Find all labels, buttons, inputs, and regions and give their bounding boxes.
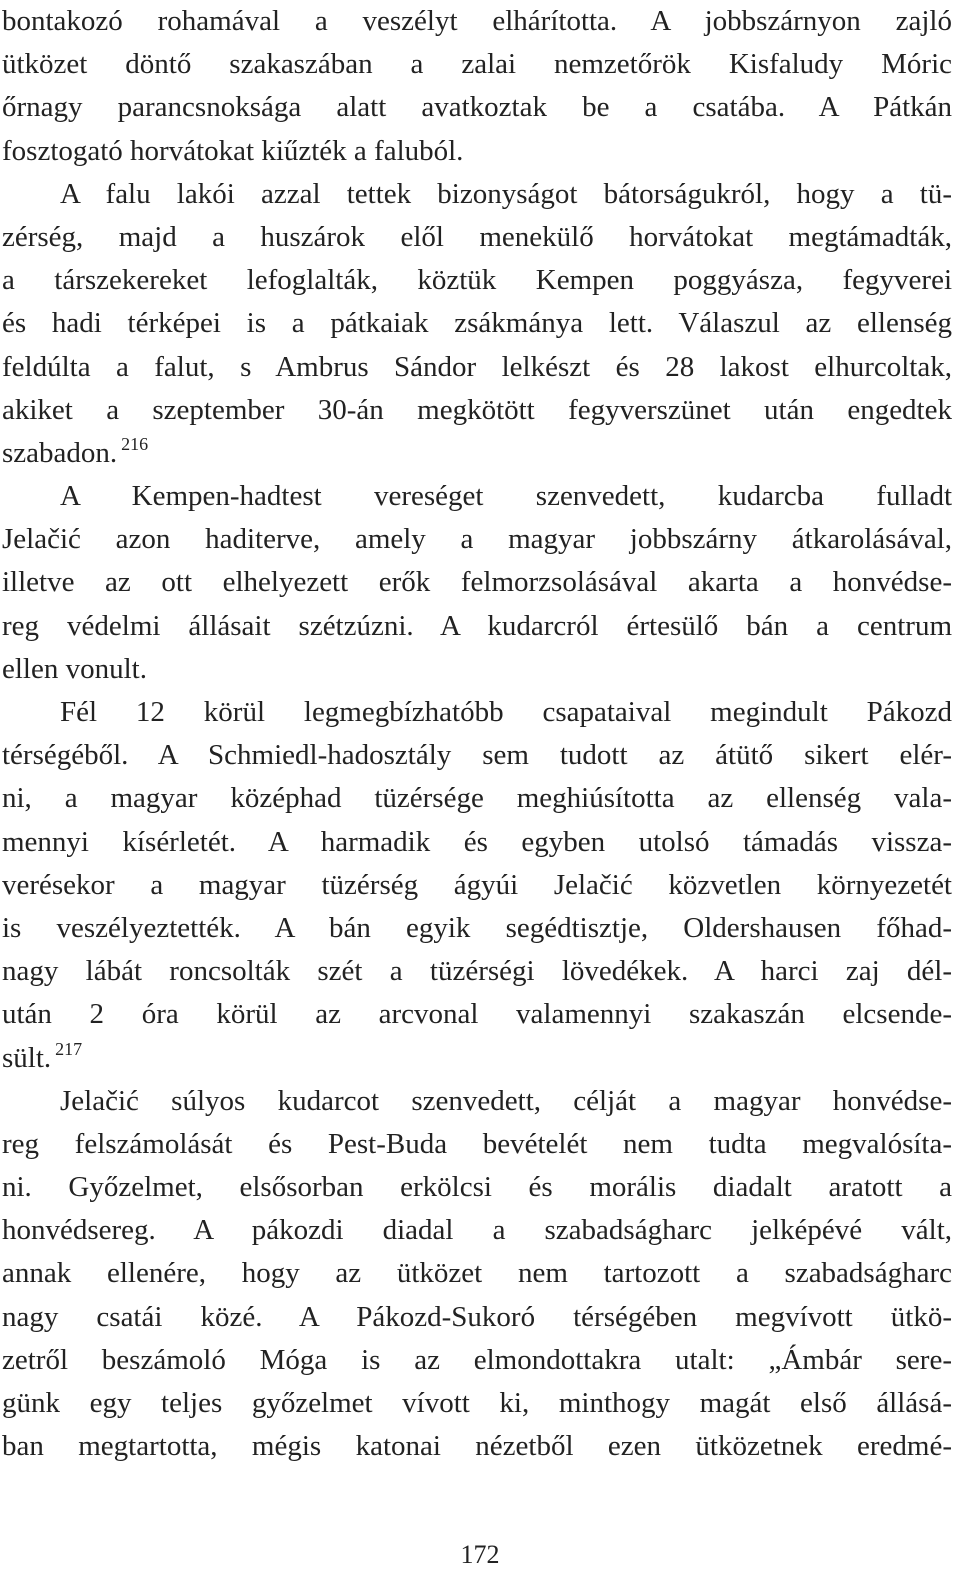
line-text: térségéből. A Schmiedl-hadosztály sem tudott az átütő sikert elér- bbox=[2, 739, 952, 772]
line-text: mennyi kísérletét. A harmadik és egyben utolsó támadás vissza- bbox=[2, 825, 952, 858]
text-line bbox=[2, 1382, 952, 1425]
line-text: zérség, majd a huszárok elől menekülő horvátokat megtámadták, bbox=[2, 220, 952, 253]
line-text: sült. bbox=[2, 1041, 52, 1074]
text-line bbox=[2, 43, 952, 86]
text-line bbox=[2, 1166, 952, 1209]
line-text: reg felszámolását és Pest-Buda bevételét nem tudta megvalósíta- bbox=[2, 1127, 952, 1160]
line-text: is veszélyeztették. A bán egyik segédtisztje, Oldershausen főhad- bbox=[2, 911, 952, 944]
text-line bbox=[2, 993, 952, 1036]
text-line bbox=[2, 1123, 952, 1166]
text-line bbox=[2, 1425, 952, 1468]
line-text: ellen vonult. bbox=[2, 652, 147, 685]
line-text: illetve az ott elhelyezett erők felmorzsolásával akarta a honvédse- bbox=[2, 566, 952, 599]
footnote-marker: 216 bbox=[121, 433, 149, 454]
line-text: ni. Győzelmet, elsősorban erkölcsi és morális diadalt aratott a bbox=[2, 1171, 952, 1204]
line-text: őrnagy parancsnoksága alatt avatkoztak be a csatába. A Pátkán bbox=[2, 91, 952, 124]
text-line bbox=[2, 648, 952, 691]
text-line bbox=[2, 950, 952, 993]
text-line bbox=[2, 605, 952, 648]
text-line bbox=[2, 1209, 952, 1252]
paragraph-first-line bbox=[2, 475, 952, 518]
line-text: Jelačić súlyos kudarcot szenvedett, célját a magyar honvédse- bbox=[60, 1084, 952, 1117]
paragraph-first-line bbox=[2, 1080, 952, 1123]
line-text: akiket a szeptember 30-án megkötött fegyverszünet után engedtek bbox=[2, 393, 952, 426]
line-text: bontakozó rohamával a veszélyt elhárította. A jobbszárnyon zajló bbox=[2, 5, 952, 37]
text-line bbox=[2, 216, 952, 259]
text-line bbox=[2, 864, 952, 907]
paragraph-first-line bbox=[2, 691, 952, 734]
text-line bbox=[2, 346, 952, 389]
paragraph-first-line bbox=[2, 173, 952, 216]
line-text: zetről beszámoló Móga is az elmondottakra utalt: „Ámbár sere- bbox=[2, 1343, 952, 1376]
text-line bbox=[2, 518, 952, 561]
line-text: nagy lábát roncsolták szét a tüzérségi lövedékek. A harci zaj dél- bbox=[2, 955, 952, 988]
text-line bbox=[2, 259, 952, 302]
line-text: günk egy teljes győzelmet vívott ki, minthogy magát első állásá- bbox=[2, 1387, 952, 1419]
text-line bbox=[2, 1037, 952, 1080]
line-text: után 2 óra körül az arcvonal valamennyi szakaszán elcsende- bbox=[2, 998, 952, 1031]
line-text: annak ellenére, hogy az ütközet nem tartozott a szabadságharc bbox=[2, 1257, 952, 1290]
text-line bbox=[2, 86, 952, 129]
line-text: a társzekereket lefoglalták, köztük Kempen poggyásza, fegyverei bbox=[2, 264, 952, 297]
text-line bbox=[2, 1296, 952, 1339]
text-line bbox=[2, 389, 952, 432]
footnote-marker: 217 bbox=[55, 1038, 83, 1059]
line-text: honvédsereg. A pákozdi diadal a szabadságharc jelképévé vált, bbox=[2, 1214, 952, 1247]
text-line bbox=[2, 734, 952, 777]
page-body bbox=[2, 0, 952, 1468]
line-text: és hadi térképei is a pátkaiak zsákmánya lett. Válaszul az ellenség bbox=[2, 307, 952, 340]
text-line bbox=[2, 821, 952, 864]
text-line bbox=[2, 777, 952, 820]
line-text: fosztogató horvátokat kiűzték a faluból. bbox=[2, 134, 464, 167]
line-text: Fél 12 körül legmegbízhatóbb csapataival megindult Pákozd bbox=[60, 696, 952, 728]
text-line bbox=[2, 432, 952, 475]
text-line bbox=[2, 302, 952, 345]
text-line bbox=[2, 1339, 952, 1382]
line-text: ni, a magyar középhad tüzérsége meghiúsította az ellenség vala- bbox=[2, 782, 952, 815]
line-text: reg védelmi állásait szétzúzni. A kudarcról értesülő bán a centrum bbox=[2, 609, 952, 642]
line-text: szabadon. bbox=[2, 436, 118, 469]
line-text: feldúlta a falut, s Ambrus Sándor lelkészt és 28 lakost elhurcoltak, bbox=[2, 350, 952, 383]
line-text: Jelačić azon haditerve, amely a magyar jobbszárny átkarolásával, bbox=[2, 523, 952, 556]
page-number: 172 bbox=[460, 1540, 500, 1569]
line-text: ütközet döntő szakaszában a zalai nemzetőrök Kisfaludy Móric bbox=[2, 48, 952, 81]
line-text: nagy csatái közé. A Pákozd-Sukoró térségében megvívott ütkö- bbox=[2, 1300, 952, 1333]
text-line bbox=[2, 0, 952, 43]
text-line bbox=[2, 561, 952, 604]
line-text: verésekor a magyar tüzérség ágyúi Jelačić közvetlen környezetét bbox=[2, 868, 952, 901]
line-text: A Kempen-hadtest vereséget szenvedett, kudarcba fulladt bbox=[60, 480, 952, 513]
line-text: ban megtartotta, mégis katonai nézetből ezen ütközetnek eredmé- bbox=[2, 1430, 952, 1463]
text-line bbox=[2, 130, 952, 173]
text-line bbox=[2, 1252, 952, 1295]
line-text: A falu lakói azzal tettek bizonyságot bátorságukról, hogy a tü- bbox=[60, 177, 952, 210]
text-line bbox=[2, 907, 952, 950]
